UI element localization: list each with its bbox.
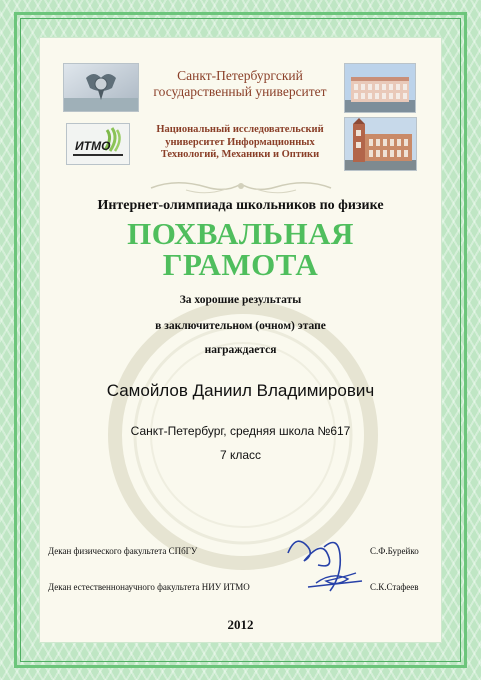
signature-title-2: Декан естественнонаучного факультета НИУ ИТМО [48, 582, 250, 592]
handwritten-signatures [278, 525, 378, 597]
event-title: Интернет-олимпиада школьников по физике [97, 198, 384, 213]
itmo-building-image [344, 117, 417, 171]
itmo-logo [66, 123, 130, 165]
itmo-name [140, 124, 340, 162]
award-title-line-2: ГРАМОТА [162, 247, 319, 282]
itmo-name-line-1: Национальный исследовательский [156, 124, 324, 135]
reason-line-3: награждается [204, 344, 277, 356]
spbu-name-line-2: государственный университет [153, 84, 327, 99]
spbu-name [130, 68, 350, 100]
spbu-name-line-1: Санкт-Петербургский [177, 68, 303, 83]
recipient-school: Санкт-Петербург, средняя школа №617 [130, 424, 351, 438]
recipient-grade: 7 класс [219, 448, 262, 462]
spbu-building-image [344, 63, 416, 113]
flourish-ornament [146, 176, 336, 198]
spbu-emblem-image [63, 63, 139, 112]
reason-line-1: За хорошие результаты [179, 294, 302, 306]
award-title [40, 218, 441, 280]
award-year: 2012 [227, 617, 254, 632]
itmo-name-line-2: университет Информационных [165, 136, 315, 148]
recipient-name: Самойлов Даниил Владимирович [106, 381, 375, 400]
signature-name-1: С.Ф.Бурейко [370, 546, 419, 556]
signature-title-1: Декан физического факультета СПбГУ [48, 546, 198, 556]
itmo-name-line-3: Технологий, Механики и Оптики [160, 149, 320, 160]
reason-line-2: в заключительном (очном) этапе [155, 320, 326, 332]
signature-name-2: С.К.Стафеев [370, 582, 419, 592]
award-title-line-1: ПОХВАЛЬНАЯ [127, 216, 354, 251]
itmo-logo-text: ИТМО [75, 139, 111, 153]
